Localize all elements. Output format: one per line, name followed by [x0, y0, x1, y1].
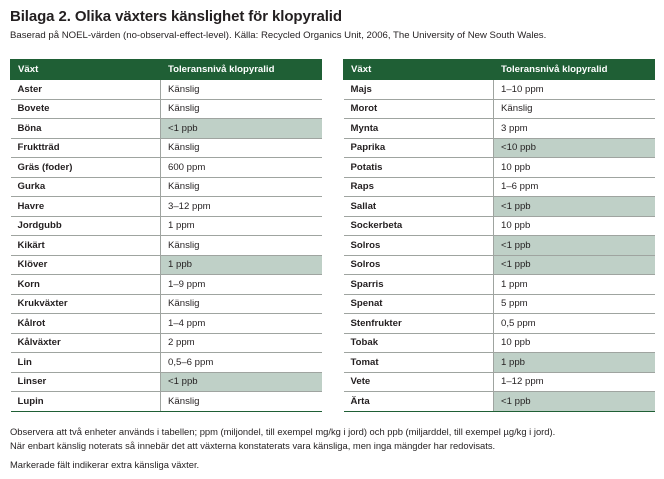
plant-name-cell: Mynta — [344, 119, 494, 139]
tolerance-cell: Känslig — [161, 236, 322, 256]
tolerance-cell: 0,5–6 ppm — [161, 353, 322, 373]
tolerance-cell-marked: <10 ppb — [494, 138, 655, 158]
tolerance-cell: 1–4 ppm — [161, 314, 322, 334]
column-header-tolerance: Toleransnivå klopyralid — [161, 60, 322, 80]
table-row — [344, 353, 655, 373]
table-row — [344, 392, 655, 412]
plant-name-cell: Lin — [11, 353, 161, 373]
table-row — [11, 158, 322, 178]
table-row — [11, 275, 322, 295]
tolerance-cell: 10 ppb — [494, 158, 655, 178]
footnote-line-sensitive: När enbart känslig noterats så innebär det att växterna konstaterats vara känsliga, men inga mängder har redovisats. — [10, 440, 496, 451]
footnote-marked: Markerade fält indikerar extra känsliga växter. — [10, 459, 200, 470]
table-row — [344, 372, 655, 392]
plant-name-cell: Spenat — [344, 294, 494, 314]
plant-name-cell: Fruktträd — [11, 138, 161, 158]
table-row — [11, 353, 322, 373]
plant-name-cell: Kålrot — [11, 314, 161, 334]
table-row — [11, 255, 322, 275]
column-header-tolerance: Toleransnivå klopyralid — [494, 60, 655, 80]
plant-name-cell: Sockerbeta — [344, 216, 494, 236]
tolerance-cell: Känslig — [161, 177, 322, 197]
tolerance-cell-marked: <1 ppb — [494, 392, 655, 412]
plant-name-cell: Sparris — [344, 275, 494, 295]
tolerance-cell-marked: <1 ppb — [494, 236, 655, 256]
plant-name-cell: Tobak — [344, 333, 494, 353]
tolerance-cell: 600 ppm — [161, 158, 322, 178]
table-row — [11, 197, 322, 217]
table-row — [11, 236, 322, 256]
footnote-units — [10, 425, 650, 453]
plant-name-cell: Gräs (foder) — [11, 158, 161, 178]
plant-name-cell: Havre — [11, 197, 161, 217]
tolerance-cell-marked: 1 ppb — [161, 255, 322, 275]
tolerance-cell: 0,5 ppm — [494, 314, 655, 334]
table-row — [11, 294, 322, 314]
column-header-plant: Växt — [344, 60, 494, 80]
plant-name-cell: Jordgubb — [11, 216, 161, 236]
plant-name-cell: Krukväxter — [11, 294, 161, 314]
plant-name-cell: Stenfrukter — [344, 314, 494, 334]
table-header-row — [344, 60, 655, 80]
plant-name-cell: Bovete — [11, 99, 161, 119]
table-row — [11, 392, 322, 412]
tolerance-cell: 1–12 ppm — [494, 372, 655, 392]
tolerance-cell: Känslig — [494, 99, 655, 119]
plant-name-cell: Kålväxter — [11, 333, 161, 353]
column-header-plant: Växt — [11, 60, 161, 80]
tolerance-cell: 3 ppm — [494, 119, 655, 139]
tolerance-cell: 3–12 ppm — [161, 197, 322, 217]
table-row — [11, 177, 322, 197]
table-row — [344, 197, 655, 217]
plant-name-cell: Gurka — [11, 177, 161, 197]
plant-name-cell: Majs — [344, 80, 494, 100]
sensitivity-table-left — [10, 59, 322, 412]
tolerance-cell: 10 ppb — [494, 333, 655, 353]
plant-name-cell: Paprika — [344, 138, 494, 158]
tolerance-cell: 1–9 ppm — [161, 275, 322, 295]
plant-name-cell: Korn — [11, 275, 161, 295]
table-row — [344, 294, 655, 314]
table-row — [344, 314, 655, 334]
plant-name-cell: Sallat — [344, 197, 494, 217]
plant-name-cell: Aster — [11, 80, 161, 100]
tolerance-cell-marked: <1 ppb — [494, 197, 655, 217]
plant-name-cell: Ärta — [344, 392, 494, 412]
table-row — [344, 177, 655, 197]
table-row — [344, 216, 655, 236]
table-row — [344, 333, 655, 353]
tolerance-cell: 10 ppb — [494, 216, 655, 236]
table-row — [344, 236, 655, 256]
table-row — [344, 138, 655, 158]
table-row — [11, 372, 322, 392]
table-row — [344, 158, 655, 178]
tolerance-cell-marked: <1 ppb — [161, 119, 322, 139]
table-header-row — [11, 60, 322, 80]
plant-name-cell: Vete — [344, 372, 494, 392]
tolerance-cell: Känslig — [161, 294, 322, 314]
tolerance-cell-marked: 1 ppb — [494, 353, 655, 373]
table-row — [344, 275, 655, 295]
table-row — [11, 138, 322, 158]
table-row — [344, 119, 655, 139]
tolerance-cell: 1 ppm — [161, 216, 322, 236]
plant-name-cell: Klöver — [11, 255, 161, 275]
plant-name-cell: Kikärt — [11, 236, 161, 256]
plant-name-cell: Tomat — [344, 353, 494, 373]
table-row — [11, 80, 322, 100]
tolerance-cell: Känslig — [161, 99, 322, 119]
tolerance-cell: 5 ppm — [494, 294, 655, 314]
plant-name-cell: Böna — [11, 119, 161, 139]
tolerance-cell: 1–6 ppm — [494, 177, 655, 197]
plant-name-cell: Lupin — [11, 392, 161, 412]
tolerance-cell: Känslig — [161, 138, 322, 158]
page-subtitle: Baserad på NOEL-värden (no-observal-effect-level). Källa: Recycled Organics Unit, 2006, The University of New South Wales. — [10, 30, 547, 41]
plant-name-cell: Solros — [344, 236, 494, 256]
plant-name-cell: Potatis — [344, 158, 494, 178]
tolerance-cell: 2 ppm — [161, 333, 322, 353]
tolerance-cell-marked: <1 ppb — [161, 372, 322, 392]
plant-name-cell: Morot — [344, 99, 494, 119]
table-row — [344, 99, 655, 119]
table-row — [11, 99, 322, 119]
tolerance-cell: Känslig — [161, 80, 322, 100]
tolerance-cell: 1–10 ppm — [494, 80, 655, 100]
sensitivity-table-right — [343, 59, 655, 412]
plant-name-cell: Raps — [344, 177, 494, 197]
tolerance-cell-marked: <1 ppb — [494, 255, 655, 275]
plant-name-cell: Linser — [11, 372, 161, 392]
page-title: Bilaga 2. Olika växters känslighet för klopyralid — [10, 8, 342, 25]
table-row — [11, 314, 322, 334]
footnote-line-units: Observera att två enheter används i tabellen; ppm (miljondel, till exempel mg/kg i jord) och ppb (miljarddel, till exempel µg/kg i jord). — [10, 426, 556, 437]
table-row — [11, 119, 322, 139]
table-row — [344, 80, 655, 100]
tolerance-cell: 1 ppm — [494, 275, 655, 295]
table-row — [344, 255, 655, 275]
tolerance-cell: Känslig — [161, 392, 322, 412]
table-row — [11, 333, 322, 353]
table-row — [11, 216, 322, 236]
plant-name-cell: Solros — [344, 255, 494, 275]
